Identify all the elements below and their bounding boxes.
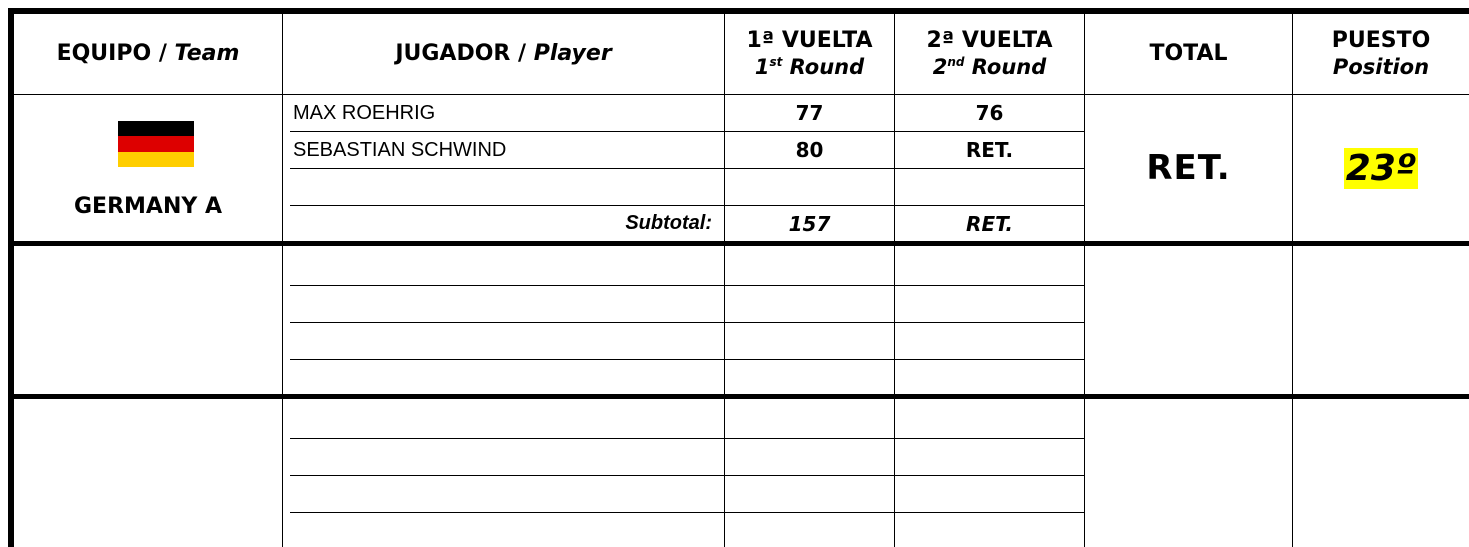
subtotal-label: Subtotal: (625, 212, 712, 234)
header-player: JUGADOR / Player (395, 41, 612, 66)
header-team: EQUIPO / Team (56, 41, 240, 66)
row-divider (290, 285, 1084, 286)
row-divider (290, 359, 1084, 360)
header-total: TOTAL (1149, 41, 1228, 66)
round-2-score: 76 (975, 101, 1004, 125)
germany-flag-icon (118, 121, 194, 167)
player-name (283, 169, 724, 205)
header-round-1: 1ª VUELTA 1st Round (746, 28, 873, 79)
subtotal-round-2: RET. (966, 211, 1013, 236)
team-separator (8, 241, 1469, 246)
header-position: PUESTO Position (1331, 28, 1431, 79)
team-position: 23º (1345, 147, 1417, 189)
round-1-score: 80 (795, 138, 824, 162)
team-position-cell (1293, 95, 1469, 241)
player-name: SEBASTIAN SCHWIND (293, 138, 507, 161)
header-round-2: 2ª VUELTA 2nd Round (926, 28, 1053, 79)
flag-stripe-red (118, 136, 194, 151)
row-divider (290, 512, 1084, 513)
team-total: RET. (1146, 148, 1231, 188)
flag-stripe-gold (118, 152, 194, 167)
row-divider (290, 322, 1084, 323)
team-separator (8, 394, 1469, 399)
team-name: GERMANY A (74, 193, 222, 219)
round-2-score: RET. (965, 138, 1014, 162)
flag-stripe-black (118, 121, 194, 136)
round-1-score: 77 (795, 101, 824, 125)
results-table (8, 8, 1469, 547)
row-divider (290, 438, 1084, 439)
player-name: MAX ROEHRIG (293, 101, 436, 124)
row-divider (290, 475, 1084, 476)
subtotal-round-1: 157 (788, 211, 831, 236)
